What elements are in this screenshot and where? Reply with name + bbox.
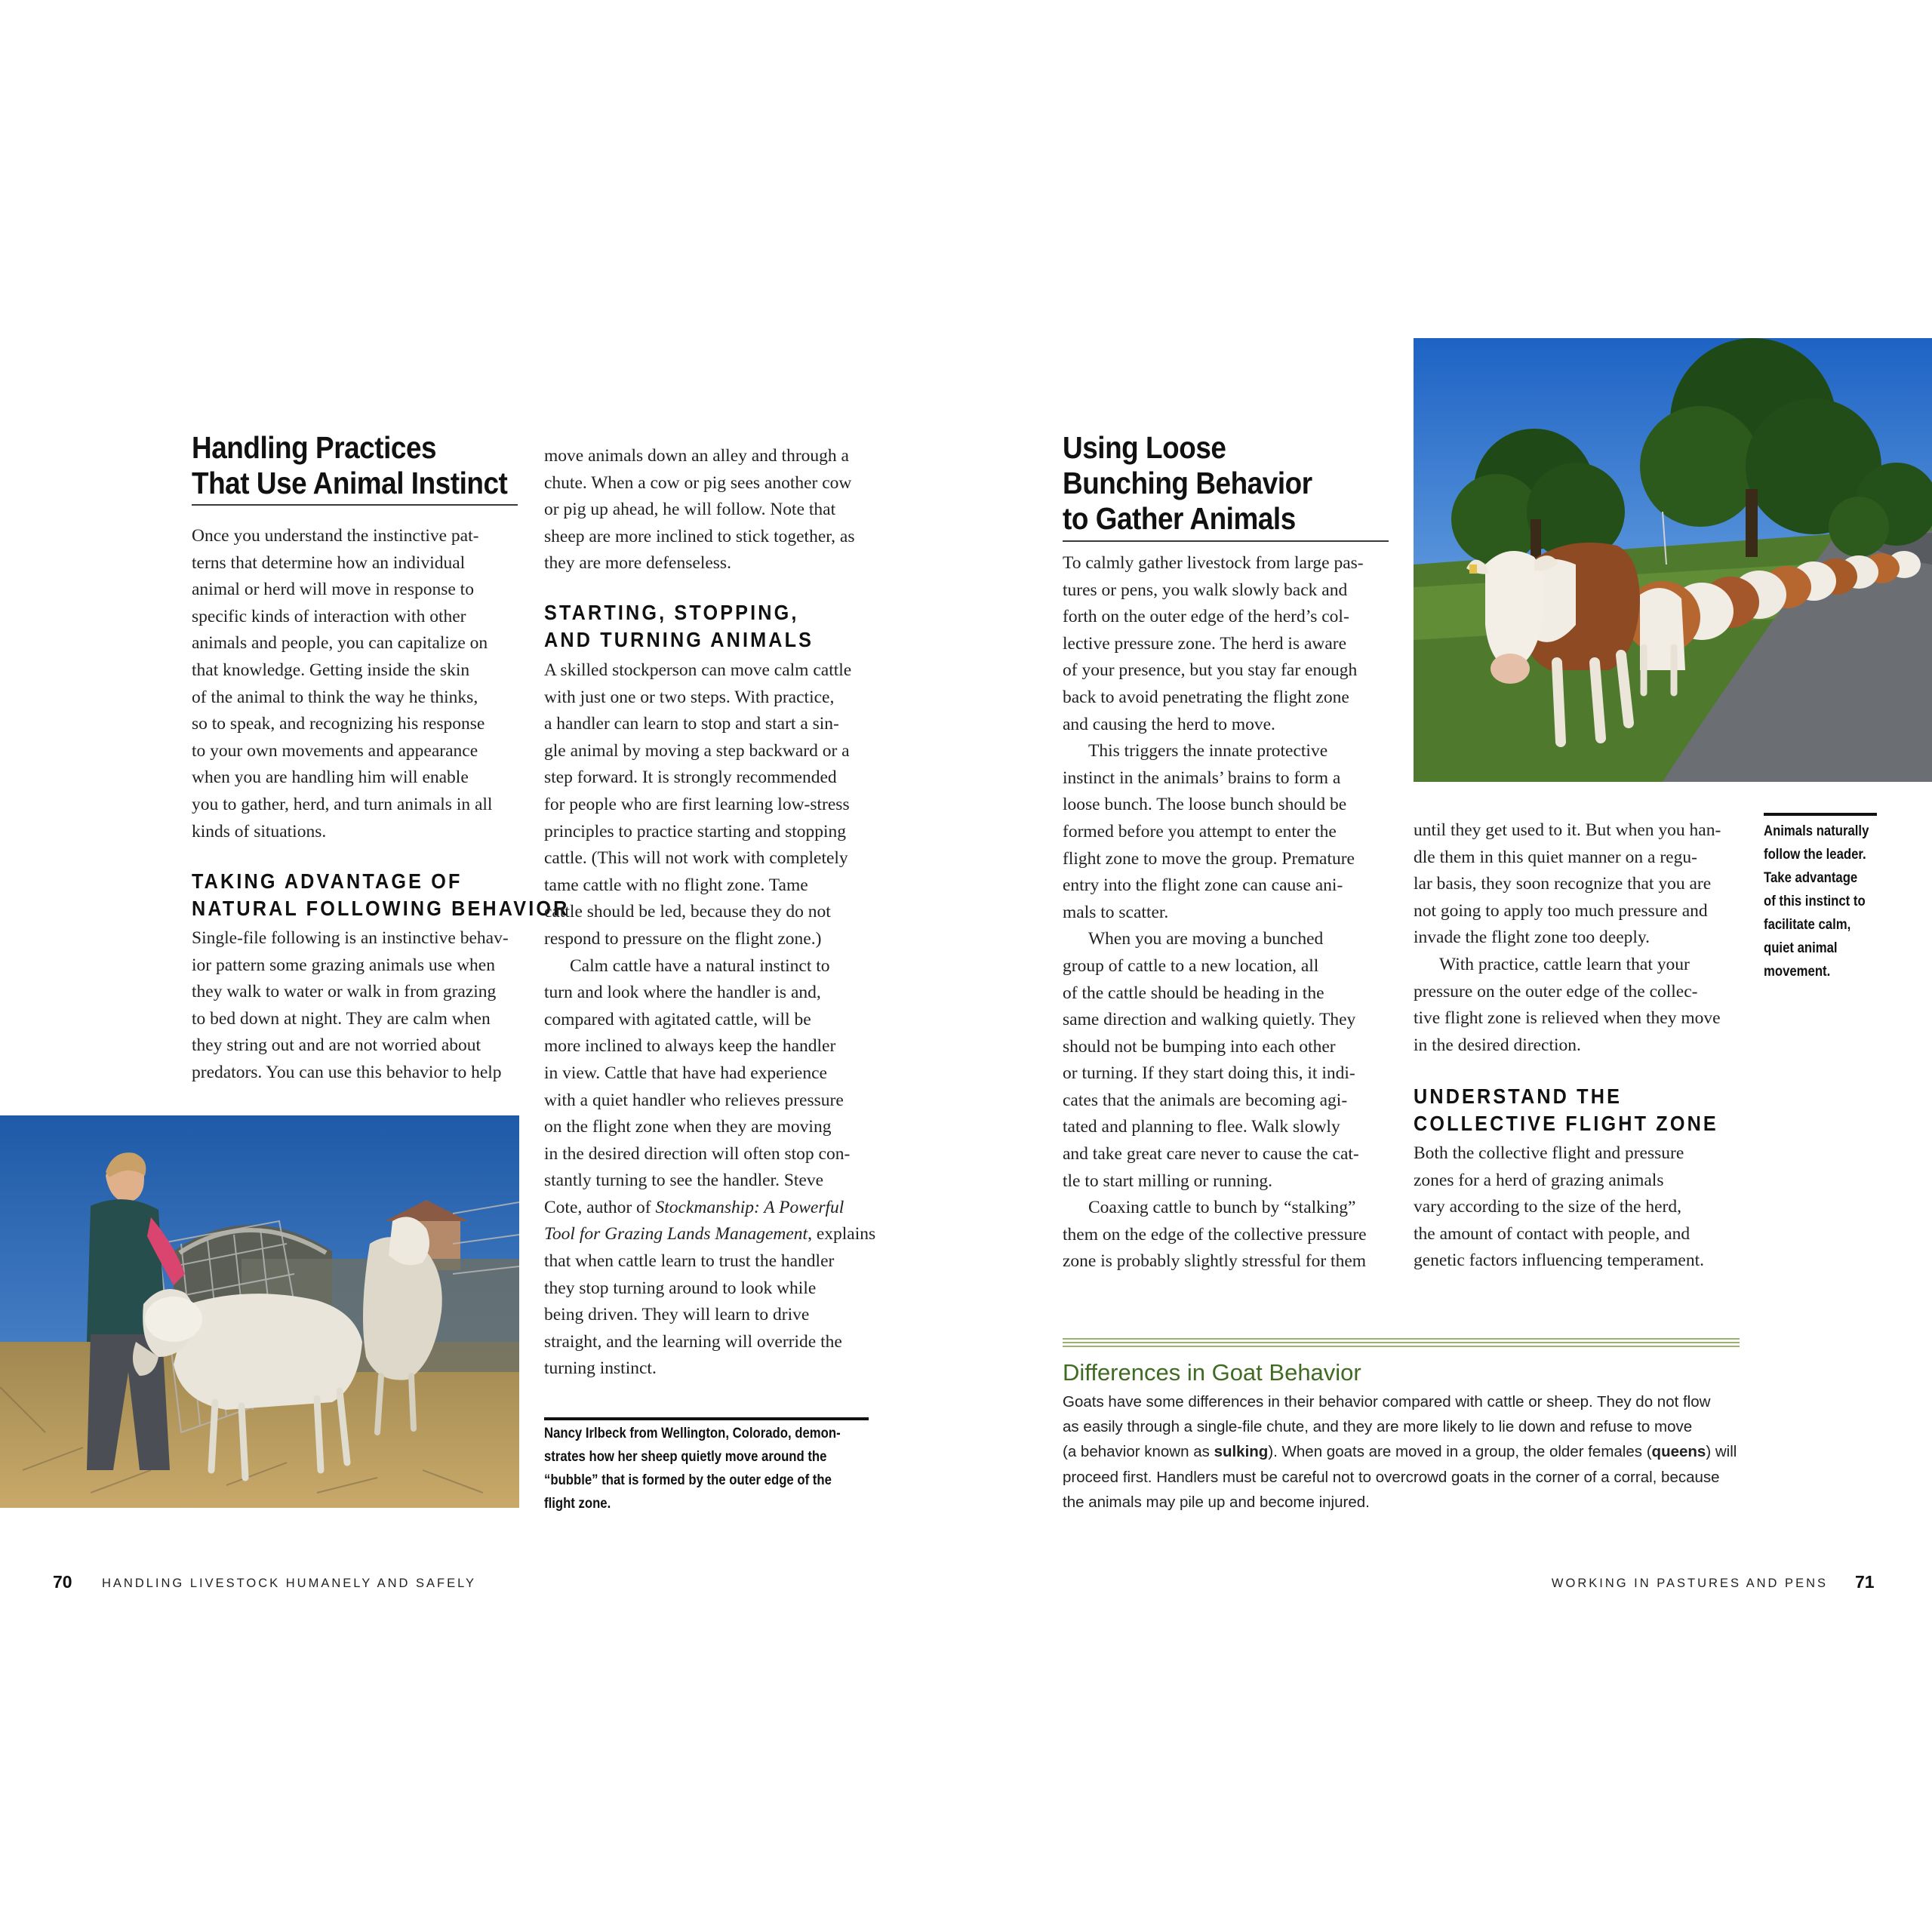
- text-line: so to speak, and recognizing his response: [192, 714, 485, 734]
- text-line: invade the flight zone too deeply.: [1414, 928, 1651, 948]
- text-line: of the animal to think the way he thinks,: [192, 687, 478, 707]
- text-line: specific kinds of interaction with other: [192, 606, 466, 626]
- text-run: ). When goats are moved in a group, the older females (: [1268, 1443, 1652, 1461]
- subheading-line: COLLECTIVE FLIGHT ZONE: [1414, 1112, 1718, 1135]
- text-line: forth on the outer edge of the herd’s col-: [1063, 607, 1349, 627]
- text-line: and take great care never to cause the cat-: [1063, 1144, 1359, 1164]
- text-line: more inclined to always keep the handler: [544, 1036, 836, 1057]
- collective-paragraph: [1414, 1140, 1761, 1275]
- text-run: ) will: [1706, 1443, 1737, 1461]
- text-run: Cote, author of: [544, 1197, 656, 1217]
- text-line: to your own movements and appearance: [192, 740, 478, 761]
- text-line: of the cattle should be heading in the: [1063, 983, 1324, 1003]
- caption-line: “bubble” that is formed by the outer edge of the: [544, 1472, 832, 1488]
- text-line: When you are moving a bunched: [1088, 929, 1324, 949]
- text-line: to bed down at night. They are calm when: [192, 1008, 491, 1029]
- caption-rule-right: [1764, 813, 1877, 816]
- text-line: turn and look where the handler is and,: [544, 983, 821, 1003]
- text-line: not going to apply too much pressure and: [1414, 900, 1708, 921]
- text-line: lar basis, they soon recognize that you are: [1414, 874, 1712, 894]
- text-line: in view. Cattle that have had experience: [544, 1063, 827, 1083]
- text-line: Coaxing cattle to bunch by “stalking”: [1088, 1198, 1356, 1218]
- text-line: proceed first. Handlers must be careful not to overcrowd goats in the corner of a corral, because: [1063, 1468, 1720, 1486]
- text-line: Both the collective flight and pressure: [1414, 1143, 1684, 1163]
- text-line: Goats have some differences in their behavior compared with cattle or sheep. They do not flow: [1063, 1393, 1711, 1411]
- text-line: instinct in the animals’ brains to form a: [1063, 768, 1341, 788]
- text-line: tame cattle with no flight zone. Tame: [544, 875, 808, 895]
- text-line: in the desired direction.: [1414, 1035, 1581, 1055]
- caption-line: quiet animal: [1764, 940, 1838, 956]
- text-line: entry into the flight zone can cause ani-: [1063, 875, 1343, 896]
- text-line: they string out and are not worried about: [192, 1035, 481, 1056]
- subheading-line: STARTING, STOPPING,: [544, 601, 799, 624]
- text-line: animal or herd will move in response to: [192, 580, 474, 600]
- text-line: same direction and walking quietly. They: [1063, 1010, 1356, 1030]
- page-number-right: 71: [1855, 1572, 1875, 1592]
- text-line: dle them in this quiet manner on a regu-: [1414, 847, 1697, 867]
- text-line: terns that determine how an individual: [192, 552, 466, 573]
- book-title: Stockmanship: A Powerful: [655, 1197, 844, 1217]
- text-line: on the flight zone when they are moving: [544, 1117, 832, 1137]
- title-line: Using Loose: [1063, 430, 1226, 465]
- text-line: genetic factors influencing temperament.: [1414, 1251, 1704, 1271]
- text-line: Calm cattle have a natural instinct to: [570, 955, 830, 976]
- running-head-right: WORKING IN PASTURES AND PENS: [1551, 1577, 1828, 1590]
- sidebar-rule-line: [1063, 1342, 1740, 1343]
- text-line: cates that the animals are becoming agi-: [1063, 1090, 1348, 1110]
- key-term: sulking: [1214, 1443, 1269, 1461]
- text-line: pressure on the outer edge of the collec-: [1414, 981, 1698, 1001]
- sidebar-title: Differences in Goat Behavior: [1063, 1359, 1361, 1386]
- caption-line: strates how her sheep quietly move around the: [544, 1449, 827, 1465]
- text-line: with just one or two steps. With practice,: [544, 687, 835, 707]
- caption-line: movement.: [1764, 964, 1831, 980]
- photo-caption-right: [1764, 820, 1869, 983]
- title-line: Handling Practices: [192, 430, 437, 465]
- text-line: they stop turning around to look while: [544, 1278, 817, 1298]
- photo-caption-left: [544, 1422, 841, 1515]
- text-line: formed before you attempt to enter the: [1063, 821, 1337, 841]
- book-title: Tool for Grazing Lands Management: [544, 1224, 808, 1244]
- text-line: [544, 1195, 884, 1222]
- text-line: move animals down an alley and through a: [544, 446, 849, 466]
- text-line: cattle. (This will not work with completely: [544, 848, 848, 869]
- text-line: With practice, cattle learn that your: [1439, 954, 1690, 974]
- caption-line: Take advantage: [1764, 870, 1858, 886]
- text-line: respond to pressure on the flight zone.): [544, 928, 822, 949]
- text-line: that knowledge. Getting inside the skin: [192, 660, 470, 680]
- text-line: principles to practice starting and stopping: [544, 821, 847, 841]
- subheading-starting: [544, 599, 814, 654]
- caption-line: Nancy Irlbeck from Wellington, Colorado, demon-: [544, 1426, 841, 1441]
- text-line: back to avoid penetrating the flight zone: [1063, 687, 1349, 707]
- sheep-handler-photo: [0, 1115, 519, 1508]
- text-line: [1063, 1439, 1749, 1464]
- text-line: should not be bumping into each other: [1063, 1036, 1336, 1057]
- cattle-photo-illustration: [1414, 338, 1932, 782]
- text-line: turning instinct.: [544, 1358, 657, 1379]
- page-title-left: [192, 430, 507, 501]
- caption-line: follow the leader.: [1764, 847, 1866, 863]
- text-line: tive flight zone is relieved when they move: [1414, 1008, 1721, 1029]
- text-line: them on the edge of the collective pressure: [1063, 1224, 1367, 1244]
- text-line: loose bunch. The loose bunch should be: [1063, 795, 1347, 815]
- title-line: Bunching Behavior: [1063, 466, 1312, 500]
- text-line: being driven. They will learn to drive: [544, 1305, 810, 1325]
- text-line: tures or pens, you walk slowly back and: [1063, 580, 1348, 600]
- sidebar-rule-line: [1063, 1338, 1740, 1340]
- text-run: , explains: [808, 1224, 876, 1244]
- text-line: or pig up ahead, he will follow. Note that: [544, 500, 836, 520]
- subheading-collective: [1414, 1083, 1718, 1137]
- following-paragraph-col2: [544, 443, 876, 577]
- text-line: that when cattle learn to trust the handler: [544, 1251, 835, 1272]
- text-line: they walk to water or walk in from grazing: [192, 982, 497, 1002]
- sidebar-rule-line: [1063, 1346, 1740, 1347]
- subheading-line: AND TURNING ANIMALS: [544, 628, 814, 651]
- caption-line: flight zone.: [544, 1496, 611, 1512]
- text-line: A skilled stockperson can move calm cattle: [544, 660, 852, 680]
- text-line: or turning. If they start doing this, it indi-: [1063, 1063, 1355, 1084]
- text-line: you to gather, herd, and turn animals in all: [192, 794, 493, 814]
- running-head-left: HANDLING LIVESTOCK HUMANELY AND SAFELY: [102, 1577, 477, 1590]
- text-line: stantly turning to see the handler. Steve: [544, 1171, 824, 1191]
- text-line: vary according to the size of the herd,: [1414, 1197, 1681, 1217]
- caption-line: facilitate calm,: [1764, 917, 1851, 933]
- text-line: until they get used to it. But when you han-: [1414, 820, 1721, 840]
- sidebar-rule: [1063, 1338, 1740, 1349]
- subheading-line: TAKING ADVANTAGE OF: [192, 869, 463, 893]
- text-line: animals and people, you can capitalize on: [192, 633, 488, 654]
- text-line: in the desired direction will often stop con-: [544, 1143, 851, 1164]
- text-line: step forward. It is strongly recommended: [544, 768, 837, 788]
- text-line: for people who are first learning low-stress: [544, 794, 850, 814]
- text-line: straight, and the learning will override the: [544, 1331, 842, 1352]
- key-term: queens: [1651, 1443, 1706, 1461]
- text-line: group of cattle to a new location, all: [1063, 955, 1319, 976]
- text-line: To calmly gather livestock from large pas-: [1063, 553, 1364, 573]
- text-line: flight zone to move the group. Premature: [1063, 848, 1355, 869]
- text-line: of your presence, but you stay far enough: [1063, 660, 1358, 681]
- text-line: mals to scatter.: [1063, 902, 1169, 922]
- text-line: [544, 1221, 884, 1248]
- bunching-col2: [1414, 817, 1761, 1059]
- text-line: predators. You can use this behavior to help: [192, 1062, 502, 1082]
- text-line: with a quiet handler who relieves pressure: [544, 1090, 844, 1110]
- following-paragraph-col1: [192, 925, 524, 1087]
- subheading-following: [192, 868, 569, 922]
- text-line: compared with agitated cattle, will be: [544, 1009, 811, 1029]
- text-run: (a behavior known as: [1063, 1443, 1214, 1461]
- text-line: This triggers the innate protective: [1088, 741, 1328, 761]
- text-line: chute. When a cow or pig sees another cow: [544, 472, 852, 493]
- title-rule-right: [1063, 540, 1389, 542]
- bunching-col1: [1063, 550, 1402, 1275]
- text-line: Once you understand the instinctive pat-: [192, 526, 479, 546]
- subheading-line: UNDERSTAND THE: [1414, 1084, 1623, 1108]
- caption-line: Animals naturally: [1764, 823, 1869, 839]
- text-line: kinds of situations.: [192, 821, 327, 841]
- sheep-photo-illustration: [0, 1115, 519, 1508]
- text-line: zones for a herd of grazing animals: [1414, 1170, 1664, 1190]
- caption-line: of this instinct to: [1764, 894, 1866, 909]
- text-line: lective pressure zone. The herd is aware: [1063, 633, 1347, 654]
- title-line: That Use Animal Instinct: [192, 466, 508, 500]
- caption-rule-left: [544, 1417, 869, 1420]
- text-line: zone is probably slightly stressful for them: [1063, 1251, 1367, 1272]
- text-line: tated and planning to flee. Walk slowly: [1063, 1117, 1340, 1137]
- page-number-left: 70: [53, 1572, 72, 1592]
- sidebar-body: [1063, 1389, 1749, 1515]
- text-line: cattle should be led, because they do not: [544, 902, 831, 922]
- subheading-line: NATURAL FOLLOWING BEHAVIOR: [192, 897, 570, 920]
- text-line: when you are handling him will enable: [192, 768, 469, 788]
- title-line: to Gather Animals: [1063, 501, 1296, 536]
- text-line: tle to start milling or running.: [1063, 1171, 1273, 1191]
- text-line: the amount of contact with people, and: [1414, 1223, 1690, 1244]
- text-line: the animals may pile up and become injured.: [1063, 1493, 1370, 1511]
- page-title-right: [1063, 430, 1312, 537]
- text-line: as easily through a single-file chute, and they are more likely to lie down and refuse to move: [1063, 1418, 1693, 1436]
- text-line: they are more defenseless.: [544, 553, 731, 574]
- text-line: a handler can learn to stop and start a sin-: [544, 714, 839, 734]
- starting-paragraphs: [544, 657, 884, 1383]
- text-line: gle animal by moving a step backward or a: [544, 740, 850, 761]
- text-line: and causing the herd to move.: [1063, 714, 1275, 734]
- intro-paragraph: [192, 523, 524, 845]
- title-rule-left: [192, 504, 518, 506]
- text-line: sheep are more inclined to stick together, as: [544, 526, 855, 546]
- text-line: Single-file following is an instinctive behav-: [192, 928, 509, 948]
- text-line: ior pattern some grazing animals use when: [192, 955, 495, 975]
- cattle-following-photo: [1414, 338, 1932, 782]
